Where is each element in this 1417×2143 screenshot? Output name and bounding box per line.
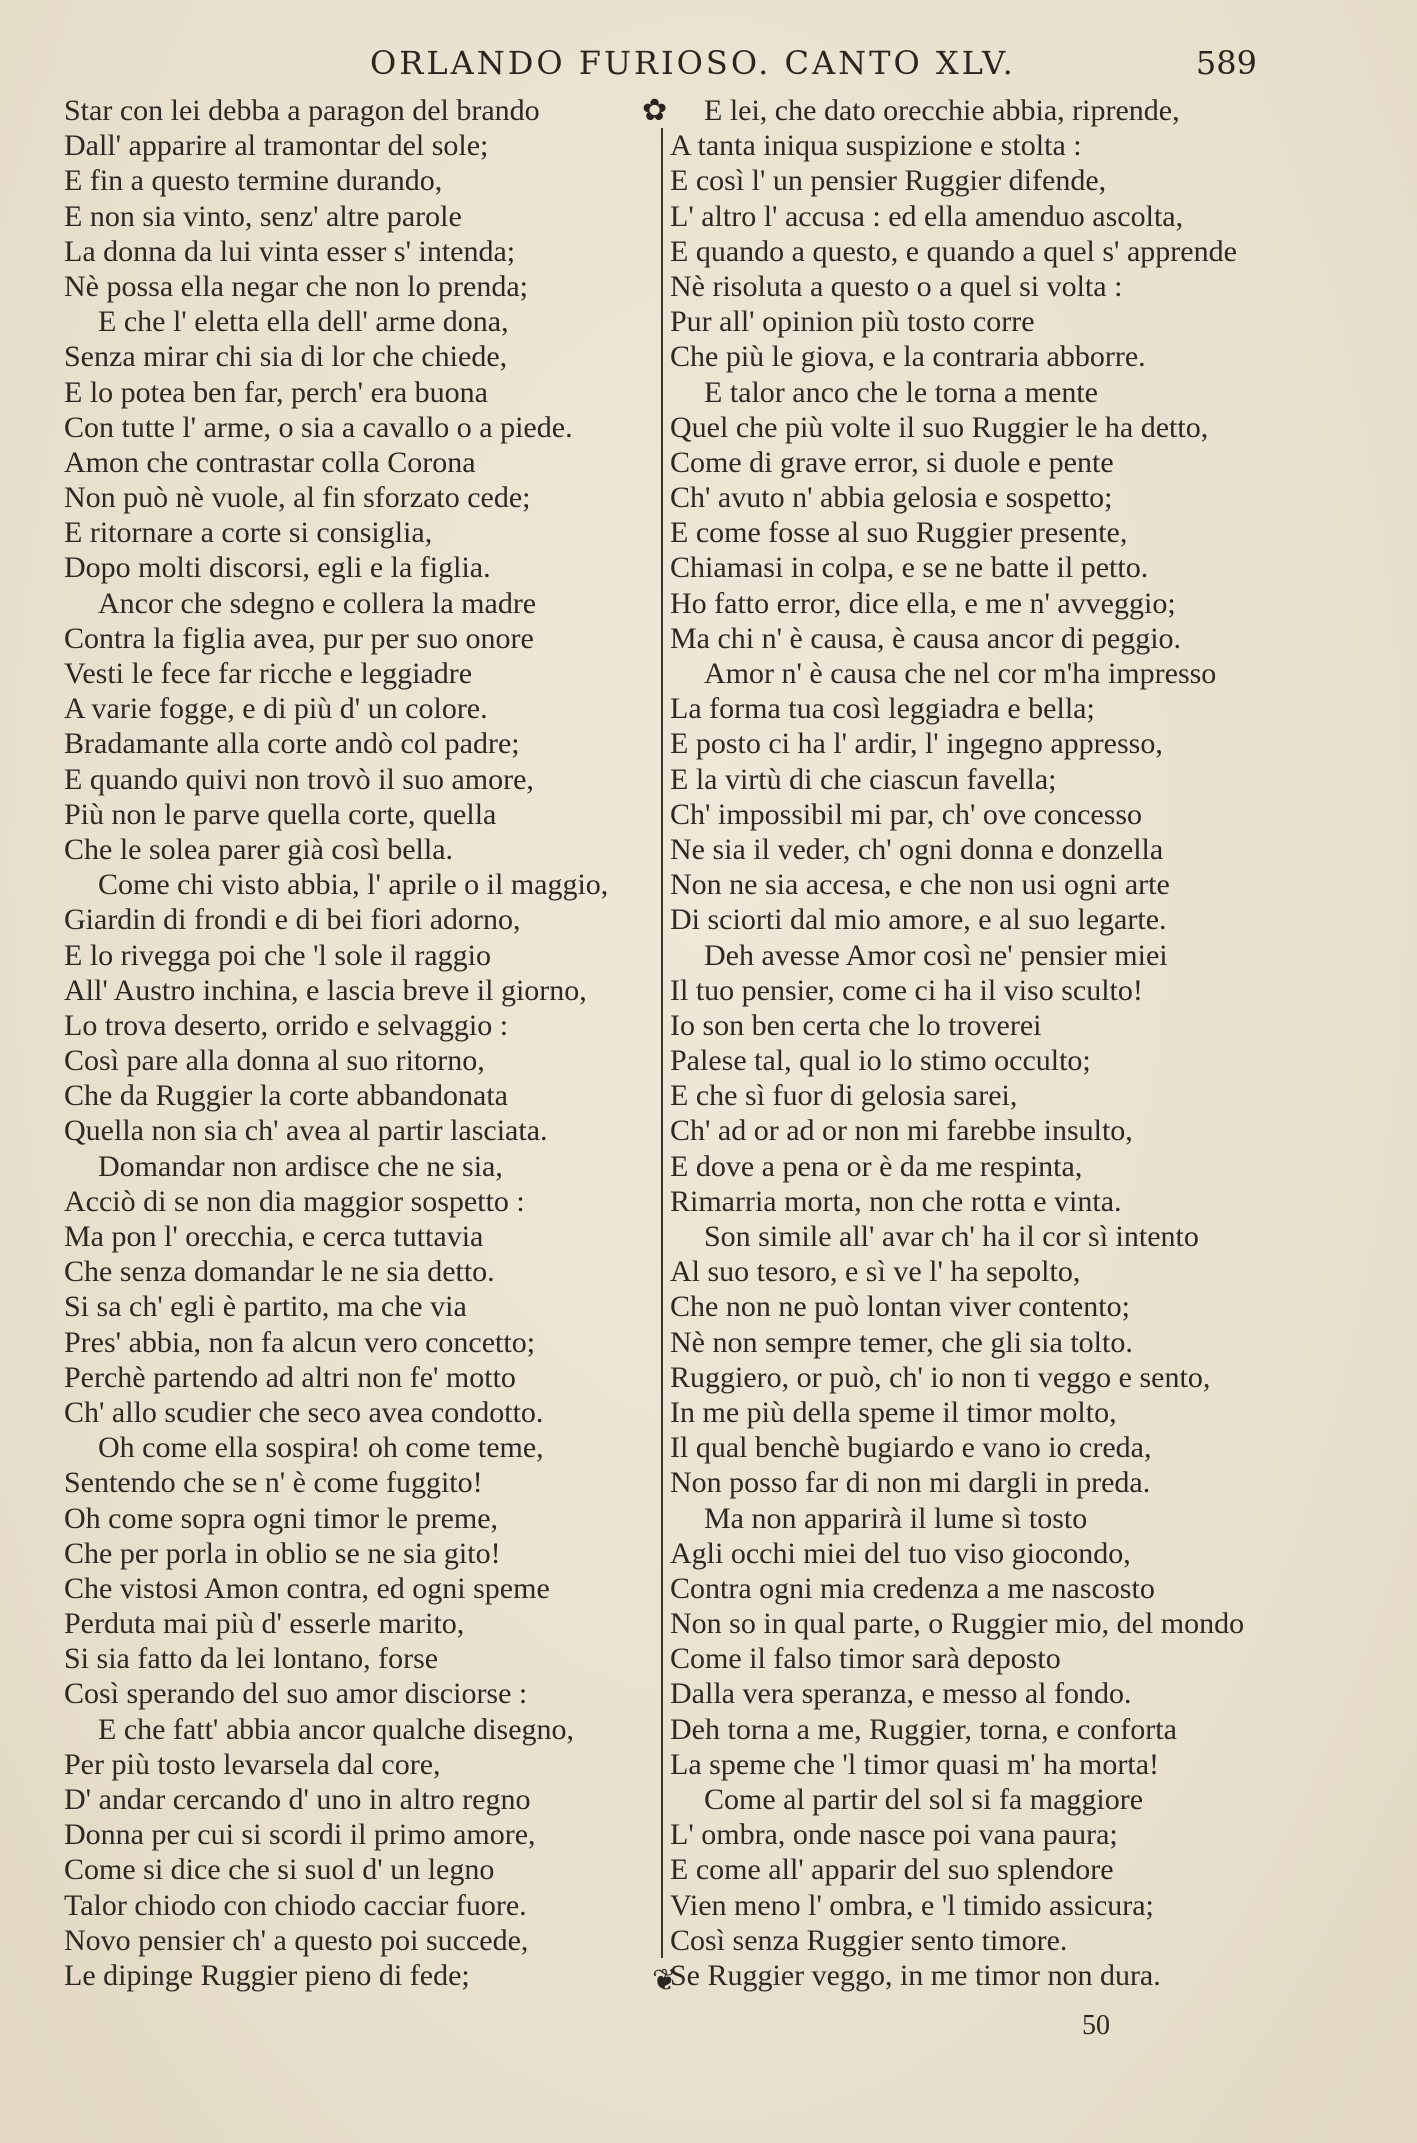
verse-line: Ch' allo scudier che seco avea condotto. — [64, 1395, 544, 1429]
verse-line: Il qual benchè bugiardo e vano io creda, — [670, 1431, 1152, 1465]
verse-line: Si sia fatto da lei lontano, forse — [64, 1642, 439, 1676]
verse-line: E che sì fuor di gelosia sarei, — [670, 1079, 1018, 1113]
verse-line: Ch' avuto n' abbia gelosia e sospetto; — [670, 481, 1113, 515]
verse-line: E quando quivi non trovò il suo amore, — [64, 762, 534, 796]
verse-line: E la virtù di che ciascun favella; — [670, 762, 1057, 796]
verse-line: L' ombra, onde nasce poi vana paura; — [670, 1818, 1118, 1852]
verse-line: La speme che 'l timor quasi m' ha morta! — [670, 1747, 1159, 1781]
verse-line: Così senza Ruggier sento timore. — [670, 1923, 1068, 1957]
verse-line: E quando a questo, e quando a quel s' apprende — [670, 234, 1237, 268]
verse-line: Pres' abbia, non fa alcun vero concetto; — [64, 1325, 536, 1359]
verse-line: Ma chi n' è causa, è causa ancor di peggio. — [670, 621, 1182, 655]
right-text-column — [670, 93, 1280, 1993]
verse-line: Non posso far di non mi dargli in preda. — [670, 1466, 1151, 1500]
verse-line: Son simile all' avar ch' ha il cor sì intento — [704, 1220, 1199, 1253]
verse-line: Più non le parve quella corte, quella — [64, 797, 497, 831]
verse-line: Che non ne può lontan viver contento; — [670, 1290, 1130, 1324]
verse-line: Se Ruggier veggo, in me timor non dura. — [670, 1958, 1161, 1992]
verse-line: Che vistosi Amon contra, ed ogni speme — [64, 1571, 550, 1605]
verse-line: Le dipinge Ruggier pieno di fede; — [64, 1958, 470, 1992]
verse-line: Contra la figlia avea, pur per suo onore — [64, 621, 534, 655]
verse-line: Ne sia il veder, ch' ogni donna e donzella — [670, 832, 1164, 866]
verse-line: Dalla vera speranza, e messo al fondo. — [670, 1677, 1132, 1711]
verse-line: Senza mirar chi sia di lor che chiede, — [64, 340, 508, 374]
verse-line: In me più della speme il timor molto, — [670, 1395, 1117, 1429]
verse-line: Deh torna a me, Ruggier, torna, e conforta — [670, 1712, 1177, 1746]
verse-line: Acciò di se non dia maggior sospetto : — [64, 1184, 525, 1218]
verse-line: E talor anco che le torna a mente — [704, 375, 1098, 409]
verse-line: Non ne sia accesa, e che non usi ogni arte — [670, 868, 1170, 902]
verse-line: La donna da lui vinta esser s' intenda; — [64, 234, 516, 268]
verse-line: Perduta mai più d' esserle marito, — [64, 1607, 465, 1641]
verse-line: Quella non sia ch' avea al partir lasciata. — [64, 1114, 548, 1148]
verse-line: E non sia vinto, senz' altre parole — [64, 199, 462, 233]
verse-line: E come all' apparir del suo splendore — [670, 1853, 1114, 1887]
verse-line: Rimarria morta, non che rotta e vinta. — [670, 1184, 1122, 1218]
verse-line: Nè non sempre temer, che gli sia tolto. — [670, 1325, 1133, 1359]
verse-line: Giardin di frondi e di bei fiori adorno, — [64, 903, 521, 937]
verse-line: E posto ci ha l' ardir, l' ingegno appresso, — [670, 727, 1163, 761]
left-text-column — [64, 93, 650, 1993]
verse-line: A tanta iniqua suspizione e stolta : — [670, 129, 1082, 163]
verse-line: Agli occhi miei del tuo viso giocondo, — [670, 1536, 1131, 1570]
verse-line: Ho fatto error, dice ella, e me n' avveggio; — [670, 586, 1176, 620]
verse-line: Oh come ella sospira! oh come teme, — [98, 1431, 544, 1465]
verse-line: Donna per cui si scordi il primo amore, — [64, 1818, 536, 1852]
verse-line: Perchè partendo ad altri non fe' motto — [64, 1360, 516, 1394]
verse-line: Ma pon l' orecchia, e cerca tuttavia — [64, 1220, 484, 1253]
fleuron-top-ornament: ✿ — [642, 93, 668, 128]
verse-line: Ancor che sdegno e collera la madre — [98, 586, 537, 620]
verse-line: Di sciorti dal mio amore, e al suo legarte. — [670, 903, 1167, 937]
verse-line: E così l' un pensier Ruggier difende, — [670, 164, 1107, 198]
page-header — [0, 44, 1417, 92]
verse-line: E lo potea ben far, perch' era buona — [64, 375, 488, 409]
verse-line: E che fatt' abbia ancor qualche disegno, — [98, 1712, 575, 1746]
verse-line: Che per porla in oblio se ne sia gito! — [64, 1536, 501, 1570]
verse-line: Vesti le fece far ricche e leggiadre — [64, 657, 473, 690]
verse-line: Che più le giova, e la contraria abborre. — [670, 340, 1146, 374]
verse-line: E dove a pena or è da me respinta, — [670, 1149, 1083, 1183]
verse-line: Deh avesse Amor così ne' pensier miei — [704, 938, 1168, 972]
verse-line: Come il falso timor sarà deposto — [670, 1642, 1061, 1676]
verse-line: Come si dice che si suol d' un legno — [64, 1853, 495, 1887]
verse-line: Dall' apparire al tramontar del sole; — [64, 129, 489, 163]
verse-line: Come al partir del sol si fa maggiore — [704, 1783, 1144, 1816]
verse-line: Vien meno l' ombra, e 'l timido assicura; — [670, 1888, 1154, 1922]
verse-line: Che le solea parer già così bella. — [64, 832, 454, 866]
verse-line: A varie fogge, e di più d' un colore. — [64, 692, 488, 726]
verse-line: Oh come sopra ogni timor le preme, — [64, 1501, 499, 1535]
verse-line: Amor n' è causa che nel cor m'ha impresso — [704, 657, 1217, 690]
verse-line: Che senza domandar le ne sia detto. — [64, 1255, 495, 1289]
verse-line: Amon che contrastar colla Corona — [64, 445, 476, 479]
verse-line: E che l' eletta ella dell' arme dona, — [98, 305, 509, 339]
verse-line: Ma non apparirà il lume sì tosto — [704, 1501, 1088, 1535]
verse-line: Novo pensier ch' a questo poi succede, — [64, 1923, 529, 1957]
verse-line: Contra ogni mia credenza a me nascosto — [670, 1571, 1155, 1605]
verse-line: Così sperando del suo amor disciorse : — [64, 1677, 528, 1711]
verse-line: Ch' impossibil mi par, ch' ove concesso — [670, 797, 1143, 831]
verse-line: Così pare alla donna al suo ritorno, — [64, 1044, 485, 1078]
verse-line: Ch' ad or ad or non mi farebbe insulto, — [670, 1114, 1133, 1148]
verse-line: La forma tua così leggiadra e bella; — [670, 692, 1095, 726]
verse-line: D' andar cercando d' uno in altro regno — [64, 1783, 531, 1816]
verse-line: Sentendo che se n' è come fuggito! — [64, 1466, 483, 1500]
verse-line: Chiamasi in colpa, e se ne batte il petto. — [670, 551, 1149, 585]
verse-line: Come di grave error, si duole e pente — [670, 445, 1114, 479]
verse-line: Non so in qual parte, o Ruggier mio, del mondo — [670, 1607, 1245, 1641]
verse-line: Che da Ruggier la corte abbandonata — [64, 1079, 508, 1113]
page-number: 589 — [1195, 44, 1257, 82]
verse-line: Si sa ch' egli è partito, ma che via — [64, 1290, 467, 1324]
verse-line: Con tutte l' arme, o sia a cavallo o a piede. — [64, 410, 573, 444]
fleuron-bottom-ornament: ❦ — [652, 1963, 678, 1998]
verse-line: Nè risoluta a questo o a quel si volta : — [670, 269, 1123, 303]
verse-line: Il tuo pensier, come ci ha il viso sculto! — [670, 973, 1143, 1007]
verse-line: E come fosse al suo Ruggier presente, — [670, 516, 1128, 550]
verse-line: Star con lei debba a paragon del brando — [64, 94, 540, 127]
verse-line: Nè possa ella negar che non lo prenda; — [64, 269, 528, 303]
verse-line: E fin a questo termine durando, — [64, 164, 443, 198]
verse-line: Per più tosto levarsela dal core, — [64, 1747, 441, 1781]
column-divider-rule — [661, 128, 663, 1958]
verse-line: Io son ben certa che lo troverei — [670, 1008, 1042, 1042]
verse-line: Bradamante alla corte andò col padre; — [64, 727, 520, 761]
signature-mark: 50 — [1082, 2010, 1110, 2041]
verse-line: Domandar non ardisce che ne sia, — [98, 1149, 503, 1183]
verse-line: Dopo molti discorsi, egli e la figlia. — [64, 551, 491, 585]
verse-line: Pur all' opinion più tosto corre — [670, 305, 1035, 339]
verse-line: E ritornare a corte si consiglia, — [64, 516, 433, 550]
verse-line: Al suo tesoro, e sì ve l' ha sepolto, — [670, 1255, 1081, 1289]
verse-line: E lo rivegga poi che 'l sole il raggio — [64, 938, 491, 972]
verse-line: L' altro l' accusa : ed ella amenduo ascolta, — [670, 199, 1184, 233]
running-title: ORLANDO FURIOSO. CANTO XLV. — [370, 44, 1016, 82]
verse-line: All' Austro inchina, e lascia breve il giorno, — [64, 973, 587, 1007]
verse-line: Come chi visto abbia, l' aprile o il maggio, — [98, 868, 609, 902]
verse-line: Palese tal, qual io lo stimo occulto; — [670, 1044, 1091, 1078]
verse-line: E lei, che dato orecchie abbia, riprende, — [704, 94, 1180, 127]
verse-line: Ruggiero, or può, ch' io non ti veggo e sento, — [670, 1360, 1211, 1394]
verse-line: Non può nè vuole, al fin sforzato cede; — [64, 481, 531, 515]
verse-line: Talor chiodo con chiodo cacciar fuore. — [64, 1888, 527, 1922]
verse-line: Lo trova deserto, orrido e selvaggio : — [64, 1008, 509, 1042]
verse-line: Quel che più volte il suo Ruggier le ha detto, — [670, 410, 1209, 444]
